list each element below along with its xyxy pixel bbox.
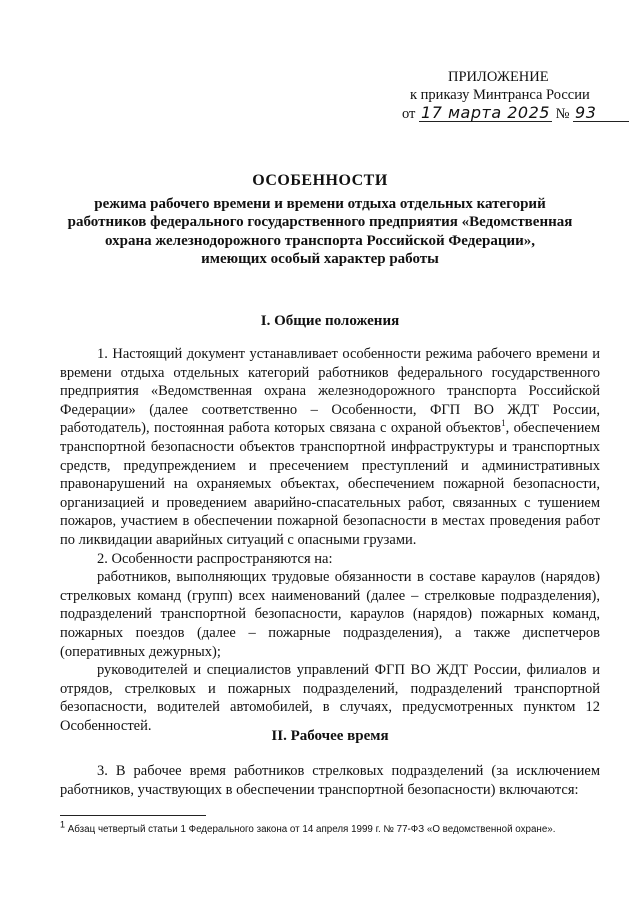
footnote-ref: 1 [501, 418, 506, 429]
footnote [60, 819, 600, 836]
date-prefix: от [402, 106, 416, 122]
appendix-order-ref: к приказу Минтранса России [410, 87, 590, 103]
paragraph-1-text-a: 1. Настоящий документ устанавливает особенности режима рабочего времени и времени отдыха отдельных категорий работников федерального государственного предприятия «Ведомственная охрана железнодорожного транспорта Российской Федерации» (далее соответственно – Особенности, ФГП ВО ЖДТ России, работодатель), постоянная работа которых связана с охраной объектов [60, 346, 600, 437]
title-line-4: имеющих особый характер работы [201, 251, 439, 267]
paragraph-2a: работников, выполняющих трудовые обязанности в составе караулов (нарядов) стрелковых команд (групп) всех наименований (далее – стрелковые подразделения), подразделений транспортной безопасности, караулов (нарядов) пожарных команд, пожарных поездов (далее – пожарные подразделения), а также диспетчеров (оперативных дежурных); [60, 569, 600, 660]
title-main: ОСОБЕННОСТИ [252, 172, 388, 189]
body-text-2 [60, 762, 600, 799]
paragraph-3: 3. В рабочее время работников стрелковых подразделений (за исключением работников, участвующих в обеспечении транспортной безопасности) включаются: [60, 763, 600, 798]
paragraph-2: 2. Особенности распространяются на: [97, 550, 333, 567]
footnote-separator [60, 815, 206, 816]
title-line-1: режима рабочего времени и времени отдыха отдельных категорий [94, 195, 546, 212]
paragraph-1-text-b: , обеспечением транспортной безопасности объектов транспортной инфраструктуры и транспортных средств, предупреждением и пресечением преступлений и административных правонарушений на охраняемых объектах, обеспечением пожарной безопасности, организацией и проведением аварийно-спасательных работ, связанных с тушением пожаров, участием в обеспечении пожарной безопасности в местах проведения работ по ликвидации аварийных ситуаций с опасными грузами. [60, 420, 600, 548]
document-title [60, 172, 580, 269]
title-line-2: работников федерального государственного предприятия «Ведомственная [67, 214, 573, 230]
footnote-marker: 1 [60, 819, 66, 830]
paragraph-2b: руководителей и специалистов управлений ФГП ВО ЖДТ России, филиалов и отрядов, стрелковых и пожарных подразделений, подразделений транспортной безопасности, водителей автомобилей, в случаях, предусмотренных пунктом 12 Особенностей. [60, 662, 600, 734]
appendix-label: ПРИЛОЖЕНИЕ [448, 69, 549, 85]
appendix-date-line [402, 104, 629, 123]
section-heading-1: I. Общие положения [260, 313, 400, 329]
title-line-3: охрана железнодорожного транспорта Российской Федерации», [104, 232, 536, 249]
footnote-text: Абзац четвертый статьи 1 Федерального закона от 14 апреля 1999 г. № 77-ФЗ «О ведомственной охране». [65, 824, 556, 835]
handwritten-number: 93 [573, 104, 629, 122]
handwritten-date: 17 марта 2025 [421, 103, 550, 122]
body-text-1 [60, 345, 600, 735]
section-heading-2: II. Рабочее время [271, 728, 389, 744]
number-prefix: № [555, 106, 570, 122]
paragraph-1 [60, 345, 600, 550]
